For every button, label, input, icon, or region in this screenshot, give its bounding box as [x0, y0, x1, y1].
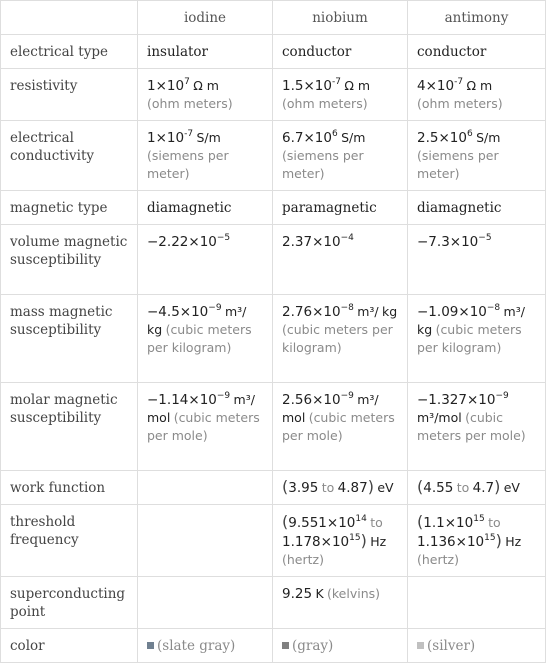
- cell-niobium: $2.37\times 10^{-4}$: [273, 225, 408, 295]
- cell-antimony: $-7.3\times 10^{-5}$: [408, 225, 546, 295]
- row-label: work function: [1, 471, 138, 505]
- cell-iodine: [138, 577, 273, 629]
- cell-niobium: (3.95 to 4.87) eV: [273, 471, 408, 505]
- col-header-niobium: niobium: [273, 1, 408, 35]
- cell-iodine: diamagnetic: [138, 191, 273, 225]
- row-molar-magnetic-susceptibility: [1, 383, 546, 471]
- row-label: color: [1, 629, 138, 663]
- cell-antimony: [408, 577, 546, 629]
- cell-niobium: (gray): [273, 629, 408, 663]
- cell-niobium: $1.5\times 10^{-7}$ Ω m (ohm meters): [273, 69, 408, 121]
- row-label: magnetic type: [1, 191, 138, 225]
- cell-antimony: $4\times 10^{-7}$ Ω m (ohm meters): [408, 69, 546, 121]
- cell-iodine: $-4.5\times 10^{-9}$ m³/ kg (cubic meters per kilogram): [138, 295, 273, 383]
- cell-iodine: $1\times 10^7$ Ω m (ohm meters): [138, 69, 273, 121]
- cell-iodine: [138, 471, 273, 505]
- cell-niobium: conductor: [273, 35, 408, 69]
- corner-cell: [1, 1, 138, 35]
- row-resistivity: [1, 69, 546, 121]
- cell-iodine: (slate gray): [138, 629, 273, 663]
- row-label: molar magnetic susceptibility: [1, 383, 138, 471]
- row-electrical-type: [1, 35, 546, 69]
- cell-iodine: insulator: [138, 35, 273, 69]
- cell-niobium: $2.76\times 10^{-8}$ m³/ kg (cubic meters per kilogram): [273, 295, 408, 383]
- cell-niobium: paramagnetic: [273, 191, 408, 225]
- cell-iodine: $-1.14\times 10^{-9}$ m³/ mol (cubic meters per mole): [138, 383, 273, 471]
- color-swatch-icon: [417, 642, 424, 649]
- row-electrical-conductivity: [1, 121, 546, 191]
- cell-antimony: ($1.1\times 10^{15}$ to $1.136\times 10^{15}$) Hz (hertz): [408, 505, 546, 577]
- cell-iodine: [138, 505, 273, 577]
- cell-iodine: $-2.22\times 10^{-5}$: [138, 225, 273, 295]
- row-magnetic-type: [1, 191, 546, 225]
- row-label: electrical type: [1, 35, 138, 69]
- cell-niobium: 9.25 K (kelvins): [273, 577, 408, 629]
- row-superconducting-point: [1, 577, 546, 629]
- cell-antimony: diamagnetic: [408, 191, 546, 225]
- cell-iodine: $1\times 10^{-7}$ S/m (siemens per meter): [138, 121, 273, 191]
- cell-antimony: (silver): [408, 629, 546, 663]
- col-header-antimony: antimony: [408, 1, 546, 35]
- cell-niobium: $6.7\times 10^6$ S/m (siemens per meter): [273, 121, 408, 191]
- col-header-iodine: iodine: [138, 1, 273, 35]
- cell-antimony: conductor: [408, 35, 546, 69]
- color-swatch-icon: [282, 642, 289, 649]
- cell-antimony: $2.5\times 10^6$ S/m (siemens per meter): [408, 121, 546, 191]
- cell-niobium: $2.56\times 10^{-9}$ m³/ mol (cubic meters per mole): [273, 383, 408, 471]
- row-label: electrical conductivity: [1, 121, 138, 191]
- cell-antimony: $-1.09\times 10^{-8}$ m³/ kg (cubic meters per kilogram): [408, 295, 546, 383]
- row-label: volume magnetic susceptibility: [1, 225, 138, 295]
- row-threshold-frequency: [1, 505, 546, 577]
- cell-niobium: ($9.551\times 10^{14}$ to $1.178\times 10^{15}$) Hz (hertz): [273, 505, 408, 577]
- row-work-function: [1, 471, 546, 505]
- cell-antimony: $-1.327\times 10^{-9}$ m³/mol (cubic meters per mole): [408, 383, 546, 471]
- header-row: [1, 1, 546, 35]
- row-label: threshold frequency: [1, 505, 138, 577]
- cell-antimony: (4.55 to 4.7) eV: [408, 471, 546, 505]
- row-label: superconducting point: [1, 577, 138, 629]
- color-swatch-icon: [147, 642, 154, 649]
- row-volume-magnetic-susceptibility: [1, 225, 546, 295]
- row-color: [1, 629, 546, 663]
- row-label: resistivity: [1, 69, 138, 121]
- row-label: mass magnetic susceptibility: [1, 295, 138, 383]
- row-mass-magnetic-susceptibility: [1, 295, 546, 383]
